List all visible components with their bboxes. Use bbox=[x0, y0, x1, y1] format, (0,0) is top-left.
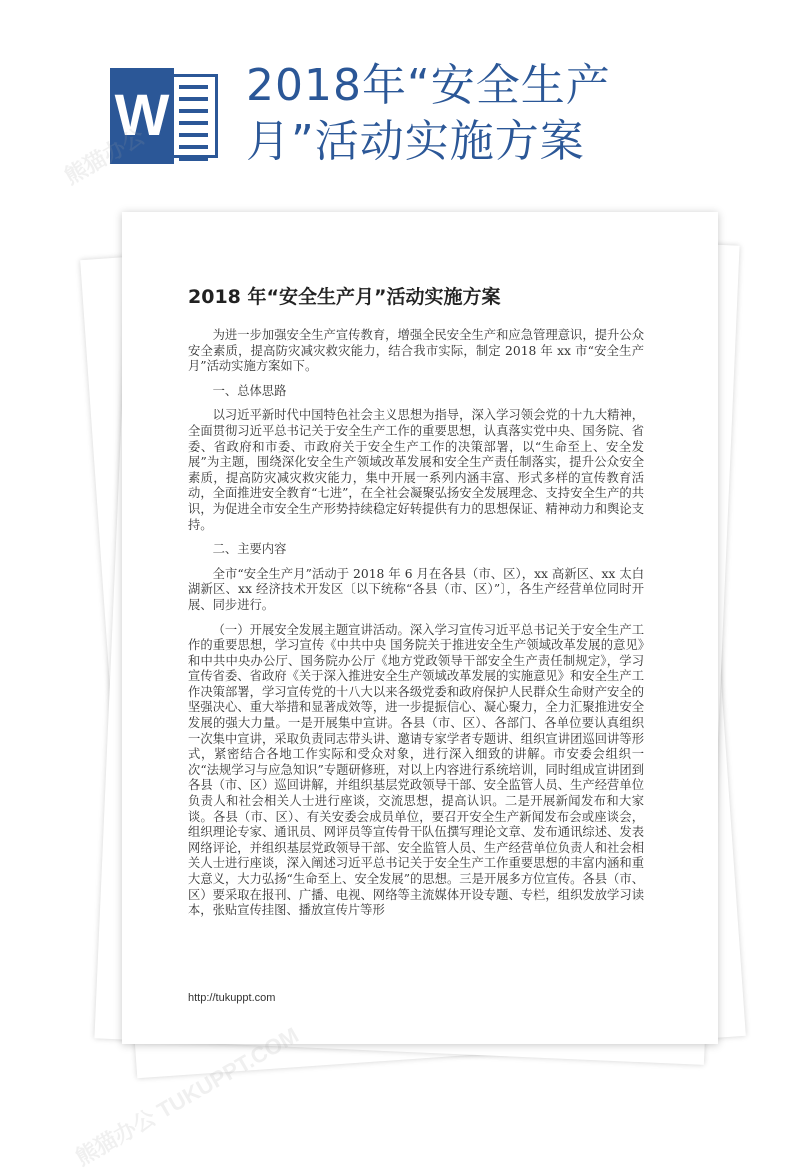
intro-paragraph: 为进一步加强安全生产宣传教育，增强全民安全生产和应急管理意识，提升公众安全素质，提高防灾减灾救灾能力，结合我市实际，制定 2018 年 xx 市“安全生产月”活动实施方案如下。 bbox=[188, 328, 644, 374]
page-title: 2018年“安全生产月”活动实施方案 bbox=[246, 60, 611, 167]
document-body bbox=[188, 328, 644, 928]
header bbox=[0, 0, 800, 200]
section-1-paragraph: 以习近平新时代中国特色社会主义思想为指导，深入学习领会党的十九大精神，全面贯彻习近平总书记关于安全生产工作的重要思想，认真落实党中央、国务院、省委、省政府和市委、市政府关于安全生产工作的决策部署，以“生命至上、安全发展”为主题，围绕深化安全生产领域改革发展和安全生产责任制落实，提升公众安全素质，提高防灾减灾救灾能力，集中开展一系列内涵丰富、形式多样的宣传教育活动，全面推进安全教育“七进”，在全社会凝聚弘扬安全发展理念、支持安全生产的共识，为促进全市安全生产形势持续稳定好转提供有力的思想保证、精神动力和舆论支持。 bbox=[188, 408, 644, 532]
section-2-intro-paragraph: 全市“安全生产月”活动于 2018 年 6 月在各县（市、区），xx 高新区、xx 太白湖新区、xx 经济技术开发区〔以下统称“各县（市、区）”〕，各生产经营单位同时开展、同步进行。 bbox=[188, 566, 644, 612]
section-2-heading: 二、主要内容 bbox=[212, 542, 287, 557]
footer-url: http://tukuppt.com bbox=[188, 992, 276, 1004]
watermark: 熊猫办公 bbox=[60, 123, 149, 190]
watermark: 熊猫办公 TUKUPPT.COM bbox=[71, 1022, 303, 1171]
document-title: 2018 年“安全生产月”活动实施方案 bbox=[188, 286, 501, 308]
section-1-heading: 一、总体思路 bbox=[212, 383, 287, 398]
section-2-item-1-paragraph: （一）开展安全发展主题宣讲活动。深入学习宣传习近平总书记关于安全生产工作的重要思想，学习宣传《中共中央 国务院关于推进安全生产领域改革发展的意见》和中共中央办公厅、国务院办公厅《地方党政领导干部安全生产责任制规定》，学习宣传省委、省政府《关于深入推进安全生产领域改革发展的实施意见》和安全生产工作决策部署，学习宣传党的十八大以来各级党委和政府保护人民群众生命财产安全的坚强决心、重大举措和显著成效等，进一步提振信心、凝心聚力，全力汇聚推进安全发展的强大力量。一是开展集中宣讲。各县（市、区）、各部门、各单位要认真组织一次集中宣讲，采取负责同志带头讲、邀请专家学者专题讲、组织宣讲团巡回讲等形式，紧密结合各地工作实际和受众对象，进行深入细致的讲解。市安委会组织一次“法规学习与应急知识”专题研修班，对以上内容进行系统培训，同时组成宣讲团到各县（市、区）巡回讲解，并组织基层党政领导干部、安全监管人员、生产经营单位负责人和社会相关人士进行座谈，交流思想，提高认识。二是开展新闻发布和大家谈。各县（市、区）、有关安委会成员单位，要召开安全生产新闻发布会或座谈会，组织理论专家、通讯员、网评员等宣传骨干队伍撰写理论文章、发布通讯综述、发表网络评论，并组织基层党政领导干部、安全监管人员、生产经营单位负责人和社会相关人士进行座谈，深入阐述习近平总书记关于安全生产工作重要思想的丰富内涵和重大意义，大力弘扬“生命至上、安全发展”的思想。三是开展多方位宣传。各县（市、区）要采取在报刊、广播、电视、网络等主流媒体开设专题、专栏，组织发放学习读本，张贴宣传挂图、播放宣传片等形 bbox=[188, 622, 644, 918]
document-page bbox=[122, 212, 718, 1044]
word-icon-letter: W bbox=[110, 68, 174, 164]
word-document-icon bbox=[110, 68, 222, 164]
